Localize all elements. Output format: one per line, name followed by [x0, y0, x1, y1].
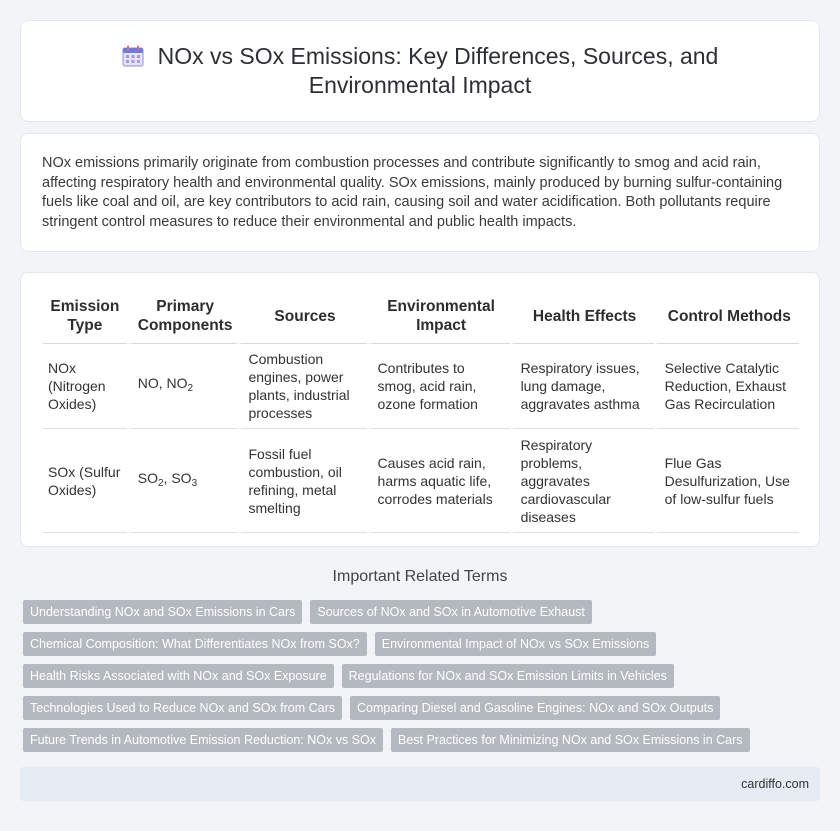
footer-site-link[interactable]: cardiffo.com [741, 777, 809, 791]
intro-card [20, 133, 820, 252]
header-primary-components: Primary Components [127, 289, 238, 344]
comparison-table [43, 289, 799, 533]
calendar-icon [122, 45, 144, 67]
cell-emission-type: NOx (Nitrogen Oxides) [43, 344, 127, 429]
header-health-effects: Health Effects [510, 289, 654, 344]
related-tag[interactable]: Best Practices for Minimizing NOx and SOx Emissions in Cars [391, 728, 750, 752]
table-row [43, 429, 799, 533]
cell-emission-type: SOx (Sulfur Oxides) [43, 429, 127, 533]
cell-health-effects: Respiratory issues, lung damage, aggravates asthma [510, 344, 654, 429]
header-emission-type: Emission Type [43, 289, 127, 344]
related-tag[interactable]: Environmental Impact of NOx vs SOx Emissions [375, 632, 656, 656]
header-sources: Sources [237, 289, 366, 344]
cell-environmental-impact: Contributes to smog, acid rain, ozone formation [367, 344, 510, 429]
header-control-methods: Control Methods [654, 289, 799, 344]
related-tag[interactable]: Sources of NOx and SOx in Automotive Exhaust [310, 600, 592, 624]
header-environmental-impact: Environmental Impact [367, 289, 510, 344]
cell-primary-components: $SO_2$, $SO_3$ [127, 429, 238, 533]
title-card [20, 20, 820, 122]
cell-control-methods: Selective Catalytic Reduction, Exhaust Gas Recirculation [654, 344, 799, 429]
related-tag[interactable]: Comparing Diesel and Gasoline Engines: NOx and SOx Outputs [350, 696, 720, 720]
related-tag[interactable]: Regulations for NOx and SOx Emission Limits in Vehicles [342, 664, 674, 688]
cell-primary-components: NO, $NO_2$ [127, 344, 238, 429]
cell-control-methods: Flue Gas Desulfurization, Use of low-sulfur fuels [654, 429, 799, 533]
related-tag[interactable]: Understanding NOx and SOx Emissions in Cars [23, 600, 302, 624]
comparison-table-card [20, 272, 820, 547]
related-tag[interactable]: Health Risks Associated with NOx and SOx Exposure [23, 664, 334, 688]
related-terms-title: Important Related Terms [332, 568, 508, 585]
related-terms-tags [23, 600, 823, 760]
cell-sources: Fossil fuel combustion, oil refining, metal smelting [237, 429, 366, 533]
related-tag[interactable]: Chemical Composition: What Differentiates NOx from SOx? [23, 632, 367, 656]
cell-health-effects: Respiratory problems, aggravates cardiovascular diseases [510, 429, 654, 533]
page-title [100, 42, 740, 100]
intro-text: NOx emissions primarily originate from combustion processes and contribute significantly to smog and acid rain, affecting respiratory health and environmental quality. SOx emissions, mainly produced by burning sulfur-containing fuels like coal and oil, are key contributors to acid rain, causing soil and water acidification. Both pollutants require stringent control measures to reduce their environmental and public health impacts. [42, 155, 783, 230]
related-tag[interactable]: Technologies Used to Reduce NOx and SOx from Cars [23, 696, 342, 720]
related-tag[interactable]: Future Trends in Automotive Emission Reduction: NOx vs SOx [23, 728, 383, 752]
page-title-text: NOx vs SOx Emissions: Key Differences, Sources, and Environmental Impact [157, 43, 719, 98]
table-header-row [43, 289, 799, 344]
footer [20, 767, 820, 801]
table-row [43, 344, 799, 429]
cell-environmental-impact: Causes acid rain, harms aquatic life, corrodes materials [367, 429, 510, 533]
cell-sources: Combustion engines, power plants, industrial processes [237, 344, 366, 429]
